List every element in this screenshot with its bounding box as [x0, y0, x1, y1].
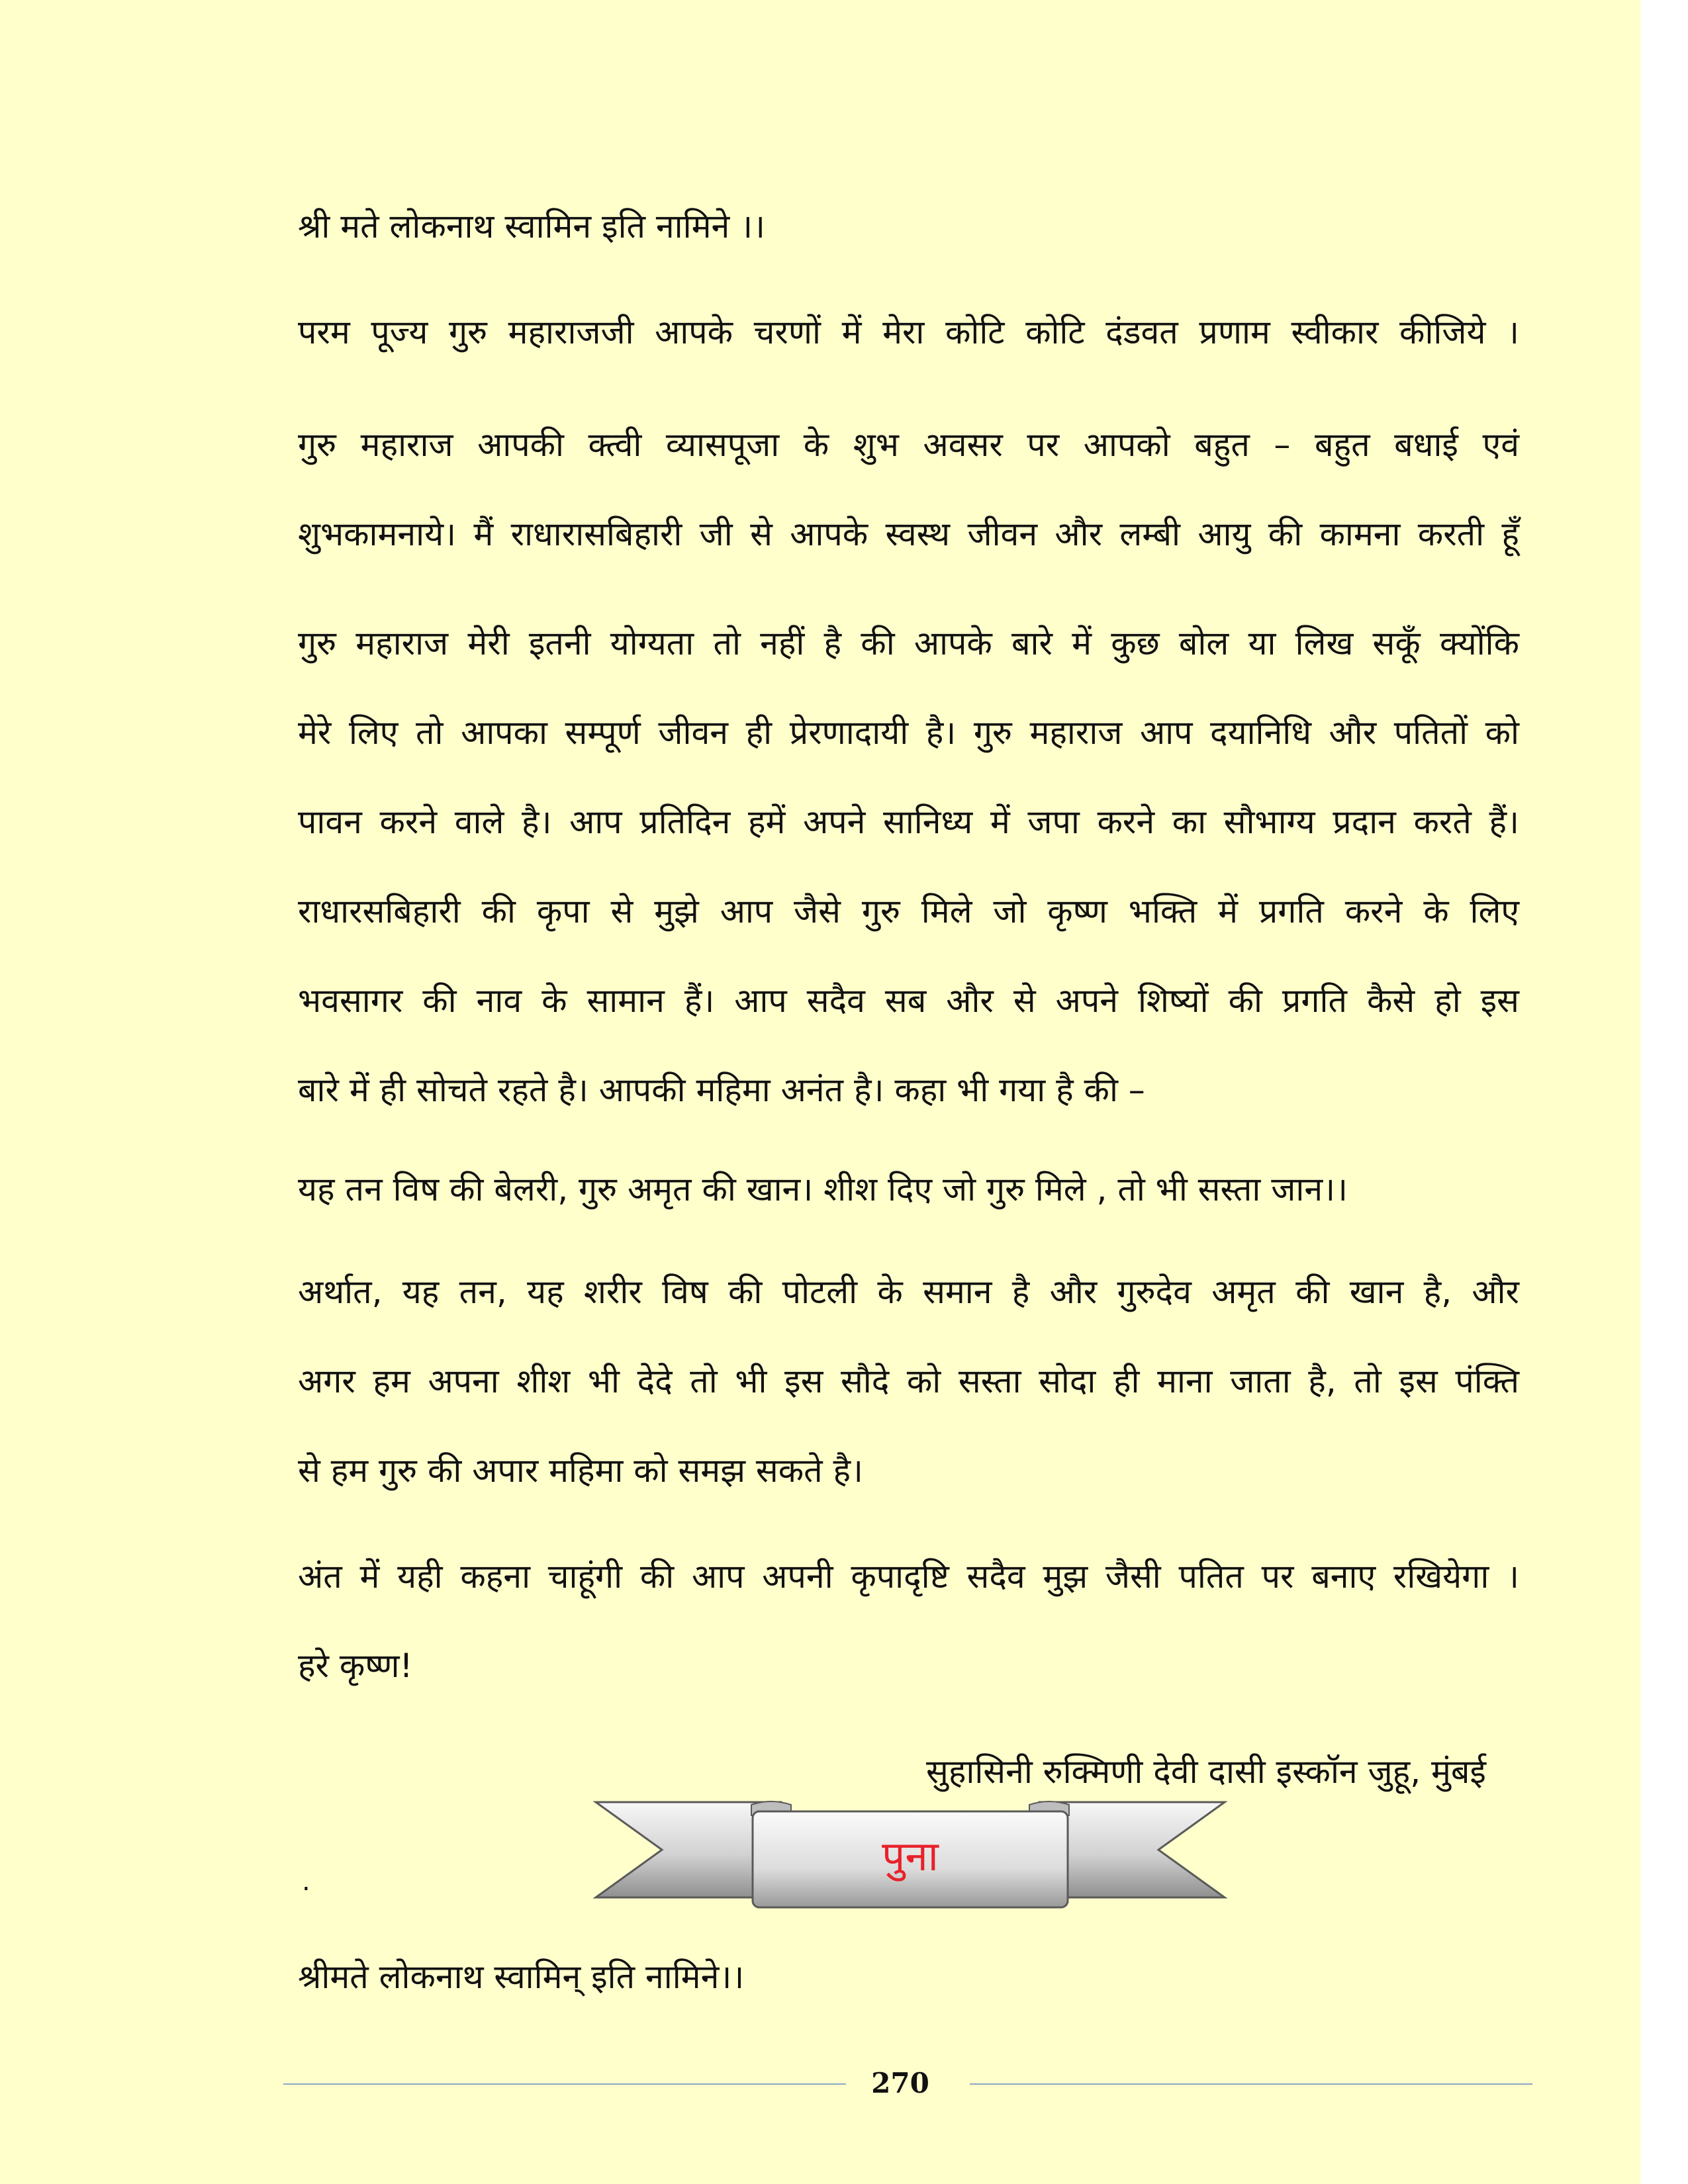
- greeting-paragraph: [298, 400, 1519, 579]
- obeisance-paragraph: [298, 288, 1519, 377]
- invocation-paragraph: [298, 182, 1519, 271]
- text-line: श्रीमते लोकनाथ स्वामिन् इति नामिने।।: [298, 1958, 745, 1996]
- praise-paragraph: [298, 599, 1519, 1135]
- text-line: परम पूज्य गुरु महाराजजी आपके चरणों में मेरा कोटि कोटि दंडवत प्रणाम स्वीकार कीजिये ।: [298, 313, 1519, 351]
- text-line: अगर हम अपना शीश भी देदे तो भी इस सौदे को सस्ता सोदा ही माना जाता है, तो इस पंक्ति: [298, 1362, 1519, 1400]
- closing-paragraph: [298, 1532, 1519, 1711]
- text-line: यह तन विष की बेलरी, गुरु अमृत की खान। शीश दिए जो गुरु मिले , तो भी सस्ता जान।।: [298, 1170, 1348, 1208]
- text-line: हरे कृष्ण!: [298, 1647, 413, 1685]
- text-line: गुरु महाराज आपकी क्त्वी व्यासपूजा के शुभ अवसर पर आपको बहुत – बहुत बधाई एवं: [298, 426, 1519, 464]
- meaning-paragraph: [298, 1248, 1519, 1516]
- stray-dot: .: [302, 1866, 310, 1897]
- text-line: श्री मते लोकनाथ स्वामिन इति नामिने ।।: [298, 207, 766, 246]
- text-line: शुभकामनाये। मैं राधारासबिहारी जी से आपके स्वस्थ जीवन और लम्बी आयु की कामना करती हूँ: [298, 515, 1519, 553]
- text-line: से हम गुरु की अपार महिमा को समझ सकते है।: [298, 1451, 863, 1490]
- text-line: अर्थात, यह तन, यह शरीर विष की पोटली के समान है और गुरुदेव अमृत की खान है, और: [298, 1273, 1519, 1311]
- text-line: मेरे लिए तो आपका सम्पूर्ण जीवन ही प्रेरणादायी है। गुरु महाराज आप दयानिधि और पतितों को: [298, 713, 1519, 752]
- footer-rule-left: [283, 2083, 846, 2085]
- text-line: भवसागर की नाव के सामान हैं। आप सदैव सब और से अपने शिष्यों की प्रगति कैसे हो इस: [298, 981, 1519, 1020]
- text-line: गुरु महाराज मेरी इतनी योग्यता तो नहीं है की आपके बारे में कुछ बोल या लिख सकूँ क्योंकि: [298, 624, 1519, 662]
- signature: सुहासिनी रुक्मिणी देवी दासी इस्कॉन जुहू, मुंबई: [926, 1752, 1486, 1791]
- banner-label: पुना: [882, 1832, 939, 1880]
- couplet-paragraph: [298, 1145, 1519, 1234]
- page-number: 270: [871, 2067, 929, 2099]
- footer-rule-right: [970, 2083, 1532, 2085]
- closing-invocation: [298, 1933, 1519, 2022]
- text-line: राधारसबिहारी की कृपा से मुझे आप जैसे गुरु मिले जो कृष्ण भक्ति में प्रगति करने के लिए: [298, 892, 1519, 931]
- text-line: पावन करने वाले है। आप प्रतिदिन हमें अपने सानिध्य में जपा करने का सौभाग्य प्रदान करते हैं।: [298, 803, 1519, 841]
- text-line: बारे में ही सोचते रहते है। आपकी महिमा अनंत है। कहा भी गया है की –: [298, 1071, 1145, 1109]
- text-line: अंत में यही कहना चाहूंगी की आप अपनी कृपादृष्टि सदैव मुझ जैसी पतित पर बनाए रखियेगा ।: [298, 1557, 1519, 1596]
